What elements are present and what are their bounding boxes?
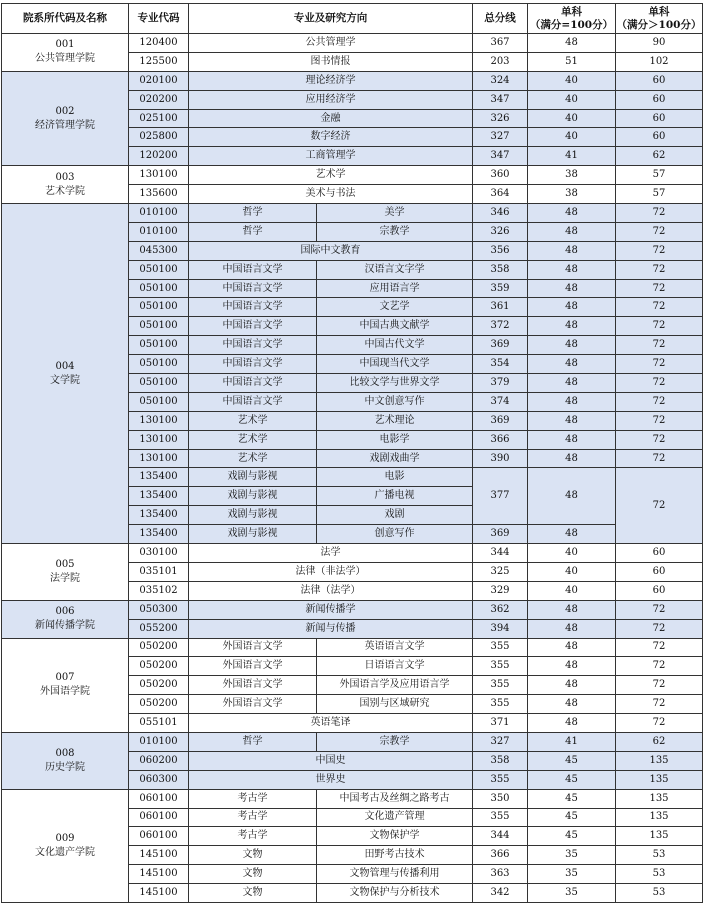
single-score-over-100: 135 [616, 827, 703, 846]
single-score-100: 48 [528, 374, 616, 393]
major-code: 145100 [129, 884, 189, 903]
major-code: 025800 [129, 128, 189, 147]
total-score: 347 [473, 147, 528, 166]
research-direction: 电影 [317, 468, 473, 487]
major-name: 外国语言文学 [189, 695, 317, 714]
total-score: 326 [473, 109, 528, 128]
major-name: 艺术学 [189, 411, 317, 430]
single-score-over-100: 72 [616, 638, 703, 657]
major-code: 130100 [129, 449, 189, 468]
total-score: 360 [473, 166, 528, 185]
header-single-over-100: 单科 （满分＞100分） [616, 4, 703, 34]
single-score-100: 48 [528, 355, 616, 374]
single-score-100: 48 [528, 392, 616, 411]
major-name: 艺术学 [189, 430, 317, 449]
major-name: 应用经济学 [189, 90, 473, 109]
dept-cell [2, 600, 129, 638]
major-code: 135600 [129, 185, 189, 204]
table-row [2, 71, 703, 90]
major-name: 外国语言文学 [189, 638, 317, 657]
single-score-100: 48 [528, 468, 616, 525]
research-direction: 比较文学与世界文学 [317, 374, 473, 393]
dept-code: 002 [55, 105, 75, 117]
single-score-100: 40 [528, 581, 616, 600]
dept-cell [2, 638, 129, 732]
single-score-over-100: 60 [616, 109, 703, 128]
table-row [2, 544, 703, 563]
major-code: 050100 [129, 317, 189, 336]
total-score: 358 [473, 260, 528, 279]
dept-cell [2, 34, 129, 72]
single-score-over-100: 72 [616, 260, 703, 279]
major-code: 050100 [129, 355, 189, 374]
single-score-over-100: 60 [616, 544, 703, 563]
major-name: 戏剧与影视 [189, 487, 317, 506]
research-direction: 中国考古及丝绸之路考古 [317, 789, 473, 808]
single-score-over-100: 72 [616, 222, 703, 241]
single-score-100: 45 [528, 808, 616, 827]
single-score-100: 48 [528, 619, 616, 638]
single-score-100: 35 [528, 865, 616, 884]
total-score: 203 [473, 52, 528, 71]
major-name: 戏剧与影视 [189, 525, 317, 544]
single-score-over-100: 53 [616, 846, 703, 865]
single-score-over-100: 72 [616, 714, 703, 733]
single-score-over-100: 72 [616, 336, 703, 355]
major-name: 考古学 [189, 789, 317, 808]
single-score-100: 41 [528, 147, 616, 166]
single-score-100: 48 [528, 279, 616, 298]
dept-name: 文化遗产学院 [35, 846, 95, 858]
single-score-over-100: 72 [616, 374, 703, 393]
dept-cell [2, 71, 129, 165]
single-score-100: 48 [528, 638, 616, 657]
major-code: 060100 [129, 808, 189, 827]
major-code: 135400 [129, 487, 189, 506]
research-direction: 宗教学 [317, 732, 473, 751]
research-direction: 中文创意写作 [317, 392, 473, 411]
single-score-over-100: 72 [616, 600, 703, 619]
dept-cell [2, 544, 129, 601]
total-score: 394 [473, 619, 528, 638]
research-direction: 中国古典文献学 [317, 317, 473, 336]
header-single-100: 单科 （满分=100分） [528, 4, 616, 34]
total-score: 344 [473, 544, 528, 563]
dept-name: 经济管理学院 [35, 119, 95, 131]
research-direction: 汉语言文字学 [317, 260, 473, 279]
table-row [2, 638, 703, 657]
total-score: 326 [473, 222, 528, 241]
major-name: 哲学 [189, 222, 317, 241]
major-code: 020100 [129, 71, 189, 90]
major-code: 130100 [129, 411, 189, 430]
total-score: 369 [473, 411, 528, 430]
major-code: 050200 [129, 695, 189, 714]
header-major-code: 专业代码 [129, 4, 189, 34]
table-row [2, 204, 703, 223]
major-code: 050200 [129, 638, 189, 657]
total-score: 350 [473, 789, 528, 808]
total-score: 367 [473, 34, 528, 53]
total-score: 366 [473, 430, 528, 449]
dept-cell [2, 789, 129, 902]
table-row [2, 789, 703, 808]
major-name: 法律（非法学） [189, 562, 473, 581]
major-name: 英语笔译 [189, 714, 473, 733]
major-name: 公共管理学 [189, 34, 473, 53]
major-name: 考古学 [189, 808, 317, 827]
single-score-over-100: 60 [616, 128, 703, 147]
major-code: 060200 [129, 751, 189, 770]
major-name: 金融 [189, 109, 473, 128]
research-direction: 文物管理与传播利用 [317, 865, 473, 884]
dept-code: 001 [55, 39, 75, 51]
total-score: 372 [473, 317, 528, 336]
total-score: 329 [473, 581, 528, 600]
major-code: 050300 [129, 600, 189, 619]
single-score-100: 40 [528, 128, 616, 147]
total-score: 379 [473, 374, 528, 393]
major-code: 145100 [129, 865, 189, 884]
total-score: 362 [473, 600, 528, 619]
total-score: 354 [473, 355, 528, 374]
major-code: 135400 [129, 468, 189, 487]
total-score: 325 [473, 562, 528, 581]
major-code: 045300 [129, 241, 189, 260]
dept-name: 公共管理学院 [35, 53, 95, 65]
single-score-over-100: 72 [616, 676, 703, 695]
dept-cell [2, 204, 129, 544]
major-name: 世界史 [189, 770, 473, 789]
single-score-100: 40 [528, 90, 616, 109]
single-score-over-100: 62 [616, 732, 703, 751]
single-score-over-100: 53 [616, 865, 703, 884]
major-name: 文物 [189, 865, 317, 884]
single-score-100: 40 [528, 71, 616, 90]
single-score-100: 38 [528, 166, 616, 185]
total-score: 355 [473, 638, 528, 657]
research-direction: 中国现当代文学 [317, 355, 473, 374]
single-score-over-100: 72 [616, 317, 703, 336]
single-score-100: 41 [528, 732, 616, 751]
research-direction: 英语语言文学 [317, 638, 473, 657]
dept-code: 004 [55, 360, 75, 372]
total-score: 327 [473, 732, 528, 751]
single-score-over-100: 72 [616, 392, 703, 411]
major-name: 法律（法学） [189, 581, 473, 600]
single-score-100: 48 [528, 430, 616, 449]
single-score-100: 45 [528, 789, 616, 808]
major-name: 中国语言文学 [189, 336, 317, 355]
single-score-100: 48 [528, 34, 616, 53]
total-score: 390 [473, 449, 528, 468]
header-major-direction: 专业及研究方向 [189, 4, 473, 34]
dept-name: 艺术学院 [45, 185, 85, 197]
single-score-over-100: 60 [616, 71, 703, 90]
major-code: 010100 [129, 732, 189, 751]
dept-code: 006 [55, 606, 75, 618]
major-name: 法学 [189, 544, 473, 563]
single-score-over-100: 72 [616, 449, 703, 468]
major-name: 外国语言文学 [189, 657, 317, 676]
major-name: 新闻传播学 [189, 600, 473, 619]
major-code: 020200 [129, 90, 189, 109]
score-table-container [1, 3, 702, 903]
major-name: 中国语言文学 [189, 317, 317, 336]
research-direction: 戏剧戏曲学 [317, 449, 473, 468]
total-score: 371 [473, 714, 528, 733]
major-code: 145100 [129, 846, 189, 865]
total-score: 355 [473, 695, 528, 714]
major-name: 工商管理学 [189, 147, 473, 166]
single-score-100: 48 [528, 317, 616, 336]
major-name: 图书情报 [189, 52, 473, 71]
table-body [2, 34, 703, 903]
total-score: 369 [473, 525, 528, 544]
major-code: 060100 [129, 789, 189, 808]
single-score-over-100: 57 [616, 166, 703, 185]
research-direction: 电影学 [317, 430, 473, 449]
single-score-over-100: 72 [616, 411, 703, 430]
research-direction: 宗教学 [317, 222, 473, 241]
major-code: 050100 [129, 374, 189, 393]
total-score: 327 [473, 128, 528, 147]
total-score: 374 [473, 392, 528, 411]
research-direction: 文物保护学 [317, 827, 473, 846]
major-code: 050100 [129, 298, 189, 317]
major-name: 中国语言文学 [189, 392, 317, 411]
single-score-100: 45 [528, 827, 616, 846]
single-score-100: 48 [528, 298, 616, 317]
major-code: 120200 [129, 147, 189, 166]
single-score-over-100: 62 [616, 147, 703, 166]
major-name: 国际中文教育 [189, 241, 473, 260]
header-dept: 院系所代码及名称 [2, 4, 129, 34]
major-code: 035102 [129, 581, 189, 600]
total-score: 355 [473, 808, 528, 827]
research-direction: 创意写作 [317, 525, 473, 544]
single-score-100: 40 [528, 109, 616, 128]
major-code: 050100 [129, 260, 189, 279]
major-code: 050200 [129, 676, 189, 695]
dept-cell [2, 166, 129, 204]
score-table [1, 3, 703, 903]
total-score: 355 [473, 676, 528, 695]
major-name: 中国语言文学 [189, 374, 317, 393]
single-score-100: 48 [528, 676, 616, 695]
major-name: 哲学 [189, 204, 317, 223]
total-score: 364 [473, 185, 528, 204]
research-direction: 应用语言学 [317, 279, 473, 298]
major-code: 010100 [129, 204, 189, 223]
single-score-over-100: 135 [616, 808, 703, 827]
single-score-over-100: 60 [616, 581, 703, 600]
single-score-over-100: 60 [616, 562, 703, 581]
single-score-100: 48 [528, 260, 616, 279]
major-code: 025100 [129, 109, 189, 128]
research-direction: 文艺学 [317, 298, 473, 317]
dept-name: 历史学院 [45, 761, 85, 773]
major-name: 文物 [189, 884, 317, 903]
single-score-100: 48 [528, 695, 616, 714]
major-name: 戏剧与影视 [189, 468, 317, 487]
single-score-100: 48 [528, 411, 616, 430]
single-score-over-100: 135 [616, 770, 703, 789]
dept-name: 新闻传播学院 [35, 620, 95, 632]
single-score-100: 35 [528, 846, 616, 865]
major-code: 035101 [129, 562, 189, 581]
major-name: 艺术学 [189, 449, 317, 468]
single-score-over-100: 72 [616, 204, 703, 223]
single-score-over-100: 57 [616, 185, 703, 204]
total-score: 359 [473, 279, 528, 298]
single-score-100: 45 [528, 751, 616, 770]
single-score-100: 38 [528, 185, 616, 204]
major-code: 135400 [129, 525, 189, 544]
dept-name: 文学院 [50, 374, 80, 386]
major-code: 050100 [129, 392, 189, 411]
major-name: 美术与书法 [189, 185, 473, 204]
research-direction: 文物保护与分析技术 [317, 884, 473, 903]
single-score-over-100: 72 [616, 695, 703, 714]
single-score-over-100: 53 [616, 884, 703, 903]
major-name: 考古学 [189, 827, 317, 846]
major-name: 中国语言文学 [189, 279, 317, 298]
single-score-100: 48 [528, 336, 616, 355]
major-code: 030100 [129, 544, 189, 563]
total-score: 366 [473, 846, 528, 865]
dept-code: 008 [55, 747, 75, 759]
major-code: 060100 [129, 827, 189, 846]
single-score-100: 48 [528, 449, 616, 468]
single-score-over-100: 72 [616, 298, 703, 317]
single-score-100: 40 [528, 544, 616, 563]
major-code: 010100 [129, 222, 189, 241]
header-total: 总分线 [473, 4, 528, 34]
research-direction: 外国语言学及应用语言学 [317, 676, 473, 695]
research-direction: 文化遗产管理 [317, 808, 473, 827]
dept-cell [2, 732, 129, 789]
total-score: 346 [473, 204, 528, 223]
major-code: 125500 [129, 52, 189, 71]
total-score: 324 [473, 71, 528, 90]
major-name: 文物 [189, 846, 317, 865]
single-score-over-100: 102 [616, 52, 703, 71]
total-score: 369 [473, 336, 528, 355]
dept-code: 005 [55, 558, 75, 570]
single-score-100: 51 [528, 52, 616, 71]
total-score: 355 [473, 770, 528, 789]
major-name: 数字经济 [189, 128, 473, 147]
major-name: 新闻与传播 [189, 619, 473, 638]
single-score-over-100: 72 [616, 279, 703, 298]
research-direction: 田野考古技术 [317, 846, 473, 865]
major-name: 哲学 [189, 732, 317, 751]
major-code: 050200 [129, 657, 189, 676]
total-score: 363 [473, 865, 528, 884]
dept-name: 外国语学院 [40, 686, 90, 698]
total-score: 347 [473, 90, 528, 109]
major-code: 060300 [129, 770, 189, 789]
single-score-100: 48 [528, 241, 616, 260]
single-score-100: 48 [528, 657, 616, 676]
major-code: 050100 [129, 279, 189, 298]
research-direction: 美学 [317, 204, 473, 223]
dept-code: 007 [55, 672, 75, 684]
single-score-over-100: 72 [616, 657, 703, 676]
single-score-over-100: 72 [616, 355, 703, 374]
single-score-over-100: 72 [616, 430, 703, 449]
research-direction: 日语语言文学 [317, 657, 473, 676]
major-code: 050100 [129, 336, 189, 355]
table-row [2, 600, 703, 619]
major-name: 理论经济学 [189, 71, 473, 90]
major-name: 中国语言文学 [189, 260, 317, 279]
single-score-100: 45 [528, 770, 616, 789]
total-score: 356 [473, 241, 528, 260]
total-score: 361 [473, 298, 528, 317]
major-code: 130100 [129, 166, 189, 185]
major-name: 艺术学 [189, 166, 473, 185]
major-code: 120400 [129, 34, 189, 53]
single-score-100: 48 [528, 204, 616, 223]
single-score-over-100: 90 [616, 34, 703, 53]
total-score: 342 [473, 884, 528, 903]
single-score-100: 48 [528, 525, 616, 544]
dept-code: 009 [55, 832, 75, 844]
single-score-100: 48 [528, 714, 616, 733]
single-score-over-100: 72 [616, 241, 703, 260]
total-score: 355 [473, 657, 528, 676]
dept-name: 法学院 [50, 572, 80, 584]
single-score-over-100: 60 [616, 90, 703, 109]
single-score-100: 35 [528, 884, 616, 903]
major-name: 中国史 [189, 751, 473, 770]
single-score-100: 48 [528, 600, 616, 619]
research-direction: 广播电视 [317, 487, 473, 506]
single-score-100: 40 [528, 562, 616, 581]
table-row [2, 732, 703, 751]
table-row [2, 166, 703, 185]
single-score-100: 48 [528, 222, 616, 241]
major-code: 135400 [129, 506, 189, 525]
table-row [2, 34, 703, 53]
major-code: 055200 [129, 619, 189, 638]
single-score-over-100: 135 [616, 751, 703, 770]
major-name: 外国语言文学 [189, 676, 317, 695]
research-direction: 国别与区域研究 [317, 695, 473, 714]
total-score: 377 [473, 468, 528, 525]
header-row [2, 4, 703, 34]
research-direction: 戏剧 [317, 506, 473, 525]
major-code: 055101 [129, 714, 189, 733]
research-direction: 中国古代文学 [317, 336, 473, 355]
total-score: 358 [473, 751, 528, 770]
major-code: 130100 [129, 430, 189, 449]
single-score-over-100: 72 [616, 619, 703, 638]
major-name: 戏剧与影视 [189, 506, 317, 525]
research-direction: 艺术理论 [317, 411, 473, 430]
major-name: 中国语言文学 [189, 355, 317, 374]
dept-code: 003 [55, 171, 75, 183]
major-name: 中国语言文学 [189, 298, 317, 317]
total-score: 344 [473, 827, 528, 846]
single-score-over-100: 72 [616, 468, 703, 544]
single-score-over-100: 135 [616, 789, 703, 808]
